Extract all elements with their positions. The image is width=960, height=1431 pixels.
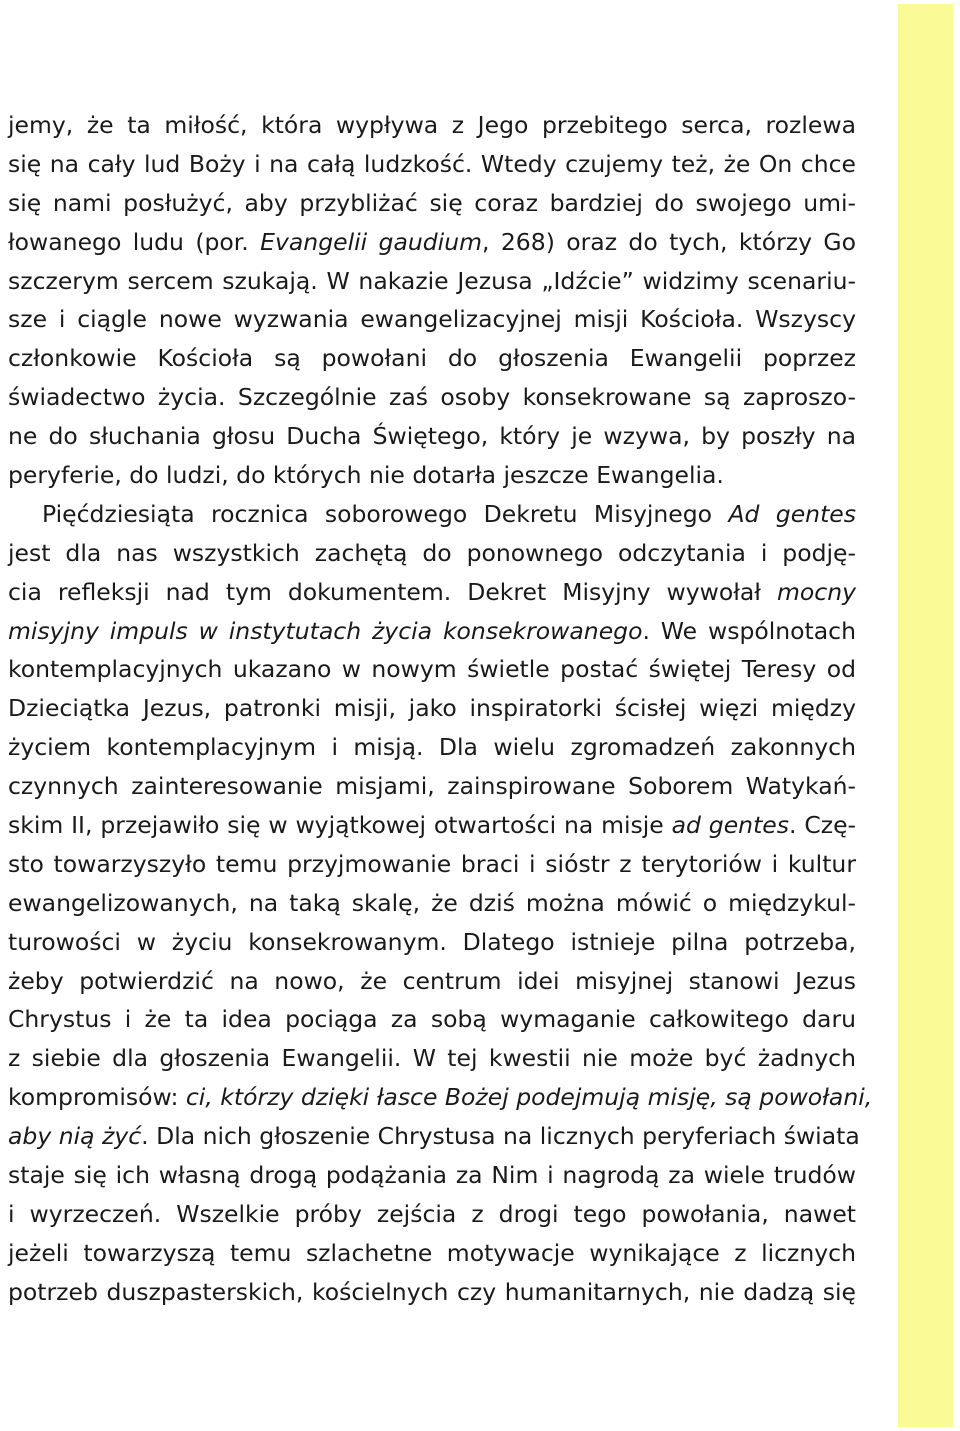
text-run: z siebie dla głoszenia Ewangelii. W tej kwestii nie może być żadnych <box>8 1044 856 1073</box>
text-line <box>8 573 856 612</box>
text-run: sto towarzyszyło temu przyjmowanie braci i sióstr z terytoriów i kultur <box>8 849 856 878</box>
text-line <box>8 417 856 456</box>
text-line <box>8 1117 860 1156</box>
text-run: życiem kontemplacyjnym i misją. Dla wielu zgromadzeń zakonnych <box>8 733 856 762</box>
text-line <box>8 262 856 301</box>
text-run: się nami posłużyć, aby przybliżać się coraz bardziej do swojego umi- <box>8 188 856 217</box>
text-line <box>8 106 856 145</box>
text-run: Chrystus i że ta idea pociąga za sobą wymaganie całkowitego daru <box>8 1005 856 1034</box>
text-line <box>8 612 856 651</box>
text-run: się na cały lud Boży i na całą ludzkość. Wtedy czujemy też, że On chce <box>8 149 856 178</box>
text-run: jeżeli towarzyszą temu szlachetne motywacje wynikające z licznych <box>8 1238 856 1267</box>
text-line <box>8 767 856 806</box>
text-line <box>8 1234 856 1273</box>
text-line <box>8 495 856 534</box>
text-run: cia refleksji nad tym dokumentem. Dekret Misyjny wywołał <box>8 577 777 606</box>
text-line <box>8 1039 856 1078</box>
text-run: czynnych zainteresowanie misjami, zainspirowane Soborem Watykań- <box>8 772 856 801</box>
text-line <box>8 378 856 417</box>
text-line <box>8 184 856 223</box>
italic-text: Ad gentes <box>728 499 856 528</box>
text-run: jemy, że ta miłość, która wypływa z Jego przebitego serca, rozlewa <box>8 111 856 139</box>
text-line <box>8 806 856 845</box>
text-run: . Dla nich głoszenie Chrystusa na licznych peryferiach świata <box>141 1122 860 1151</box>
text-run: Dzieciątka Jezus, patronki misji, jako inspiratorki ścisłej więzi między <box>8 694 856 723</box>
text-run: świadectwo życia. Szczególnie zaś osoby konsekrowane są zaproszo- <box>8 383 856 412</box>
body-text <box>8 106 873 1312</box>
text-run: łowanego ludu (por. <box>8 227 261 256</box>
italic-text: misyjny impuls w instytutach życia konsekrowanego <box>8 616 643 645</box>
text-run: peryferie, do ludzi, do których nie dotarła jeszcze Ewangelia. <box>8 461 724 490</box>
text-line <box>8 1273 856 1312</box>
text-line <box>8 650 856 689</box>
paragraph <box>8 495 873 1312</box>
text-line <box>8 1195 856 1234</box>
italic-text: Evangelii gaudium <box>260 227 482 256</box>
text-run: Pięćdziesiąta rocznica soborowego Dekretu Misyjnego <box>42 499 729 528</box>
text-run: . Czę- <box>789 811 857 840</box>
text-run: skim II, przejawiło się w wyjątkowej otwartości na misje <box>8 811 672 840</box>
text-run: , 268) oraz do tych, którzy Go <box>482 227 856 256</box>
text-line <box>8 339 856 378</box>
text-run: ewangelizowanych, na taką skalę, że dziś można mówić o międzykul- <box>8 888 856 917</box>
text-line <box>8 145 856 184</box>
text-line <box>8 534 856 573</box>
text-run: i wyrzeczeń. Wszelkie próby zejścia z drogi tego powołania, nawet <box>8 1199 856 1228</box>
text-line <box>8 1078 873 1117</box>
text-line <box>8 300 856 339</box>
text-line <box>8 962 856 1001</box>
text-run: członkowie Kościoła są powołani do głoszenia Ewangelii poprzez <box>8 344 856 373</box>
text-line <box>8 845 856 884</box>
italic-text: aby nią żyć <box>8 1122 142 1151</box>
text-run: staje się ich własną drogą podążania za Nim i nagrodą za wiele trudów <box>8 1161 856 1190</box>
text-line <box>8 1156 856 1195</box>
text-line <box>8 223 856 262</box>
text-line <box>8 689 856 728</box>
text-run: potrzeb duszpasterskich, kościelnych czy humanitarnych, nie dadzą się <box>8 1277 856 1306</box>
italic-text: ci, którzy dzięki łasce Bożej podejmują misję, są powołani, <box>185 1083 873 1112</box>
text-line <box>8 1000 856 1039</box>
text-line <box>8 728 856 767</box>
text-run: kontemplacyjnych ukazano w nowym świetle postać świętej Teresy od <box>8 655 856 684</box>
text-line <box>8 923 856 962</box>
text-run: ne do słuchania głosu Ducha Świętego, który je wzywa, by poszły na <box>8 422 856 451</box>
text-line <box>8 456 856 495</box>
text-run: kompromisów: <box>8 1083 186 1112</box>
italic-text: ad gentes <box>671 811 789 840</box>
page-edge-strip <box>898 4 953 1427</box>
text-run: sze i ciągle nowe wyzwania ewangelizacyjnej misji Kościoła. Wszyscy <box>8 305 856 334</box>
text-run: żeby potwierdzić na nowo, że centrum idei misyjnej stanowi Jezus <box>8 966 856 995</box>
text-run: jest dla nas wszystkich zachętą do ponownego odczytania i podję- <box>8 538 856 567</box>
paragraph <box>8 106 856 495</box>
text-run: . We wspólnotach <box>642 616 856 645</box>
text-run: turowości w życiu konsekrowanym. Dlatego istnieje pilna potrzeba, <box>8 927 856 956</box>
text-line <box>8 884 856 923</box>
text-run: szczerym sercem szukają. W nakazie Jezusa „Idźcie” widzimy scenariu- <box>8 266 856 295</box>
italic-text: mocny <box>777 577 856 606</box>
